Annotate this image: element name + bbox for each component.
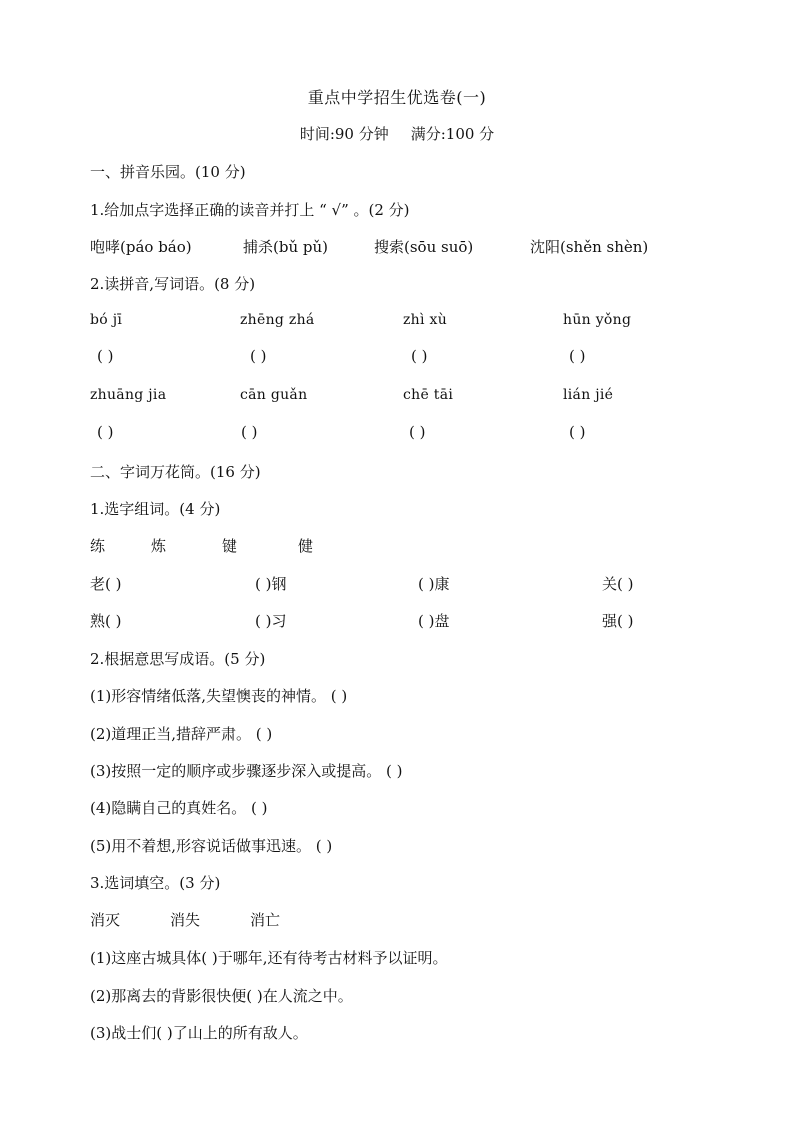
word-blank: 老( ) (90, 575, 122, 593)
word-blank: ( )习 (255, 612, 287, 630)
option-char: 健 (298, 537, 314, 555)
section1-q1-item: 捕杀(bǔ pǔ) (243, 238, 328, 256)
option-word: 消亡 (250, 911, 281, 929)
exam-score: 满分:100 分 (410, 125, 495, 143)
section2-heading: 二、字词万花筒。(16 分) (90, 463, 261, 481)
word-blank: ( )钢 (255, 575, 287, 593)
word-blank: ( )康 (418, 575, 450, 593)
exam-subtitle (0, 123, 794, 144)
answer-blank: ( ) (409, 423, 426, 441)
section2-q3-prompt: 3.选词填空。(3 分) (90, 874, 221, 892)
pinyin-item: zhì xù (403, 312, 448, 328)
idiom-item: (1)形容情绪低落,失望懊丧的神情。 ( ) (90, 687, 348, 705)
word-blank: 关( ) (602, 575, 634, 593)
section1-q1-item: 咆哮(páo báo) (90, 238, 192, 256)
answer-blank: ( ) (411, 347, 428, 365)
fill-sentence: (2)那离去的背影很快便( )在人流之中。 (90, 987, 353, 1005)
pinyin-item: hūn yǒng (563, 312, 632, 328)
section1-heading: 一、拼音乐园。(10 分) (90, 163, 246, 181)
answer-blank: ( ) (97, 423, 114, 441)
pinyin-item: bó jī (90, 312, 123, 328)
option-word: 消失 (170, 911, 201, 929)
section2-q2-prompt: 2.根据意思写成语。(5 分) (90, 650, 266, 668)
pinyin-item: zhēng zhá (240, 312, 315, 328)
answer-blank: ( ) (241, 423, 258, 441)
section2-q1-prompt: 1.选字组词。(4 分) (90, 500, 221, 518)
option-char: 炼 (151, 537, 167, 555)
fill-sentence: (3)战士们( )了山上的所有敌人。 (90, 1024, 308, 1042)
word-blank: 强( ) (602, 612, 634, 630)
pinyin-item: lián jié (563, 387, 614, 403)
idiom-item: (3)按照一定的顺序或步骤逐步深入或提高。 ( ) (90, 762, 403, 780)
idiom-item: (4)隐瞒自己的真姓名。 ( ) (90, 799, 268, 817)
answer-blank: ( ) (250, 347, 267, 365)
section1-q1-prompt: 1.给加点字选择正确的读音并打上 “ √” 。(2 分) (90, 201, 410, 219)
option-word: 消灭 (90, 911, 121, 929)
answer-blank: ( ) (97, 347, 114, 365)
option-char: 键 (222, 537, 238, 555)
section1-q1-item: 沈阳(shěn shèn) (530, 238, 649, 256)
answer-blank: ( ) (569, 423, 586, 441)
section1-q2-prompt: 2.读拼音,写词语。(8 分) (90, 275, 256, 293)
word-blank: ( )盘 (418, 612, 450, 630)
word-blank: 熟( ) (90, 612, 122, 630)
idiom-item: (2)道理正当,措辞严肃。 ( ) (90, 725, 273, 743)
idiom-item: (5)用不着想,形容说话做事迅速。 ( ) (90, 837, 333, 855)
pinyin-item: cān guǎn (240, 387, 308, 403)
answer-blank: ( ) (569, 347, 586, 365)
option-char: 练 (90, 537, 106, 555)
fill-sentence: (1)这座古城具体( )于哪年,还有待考古材料予以证明。 (90, 949, 448, 967)
pinyin-item: zhuāng jia (90, 387, 167, 403)
exam-title: 重点中学招生优选卷(一) (307, 88, 487, 107)
pinyin-item: chē tāi (403, 387, 454, 403)
exam-time: 时间:90 分钟 (299, 125, 389, 143)
section1-q1-item: 搜索(sōu suō) (374, 238, 474, 256)
